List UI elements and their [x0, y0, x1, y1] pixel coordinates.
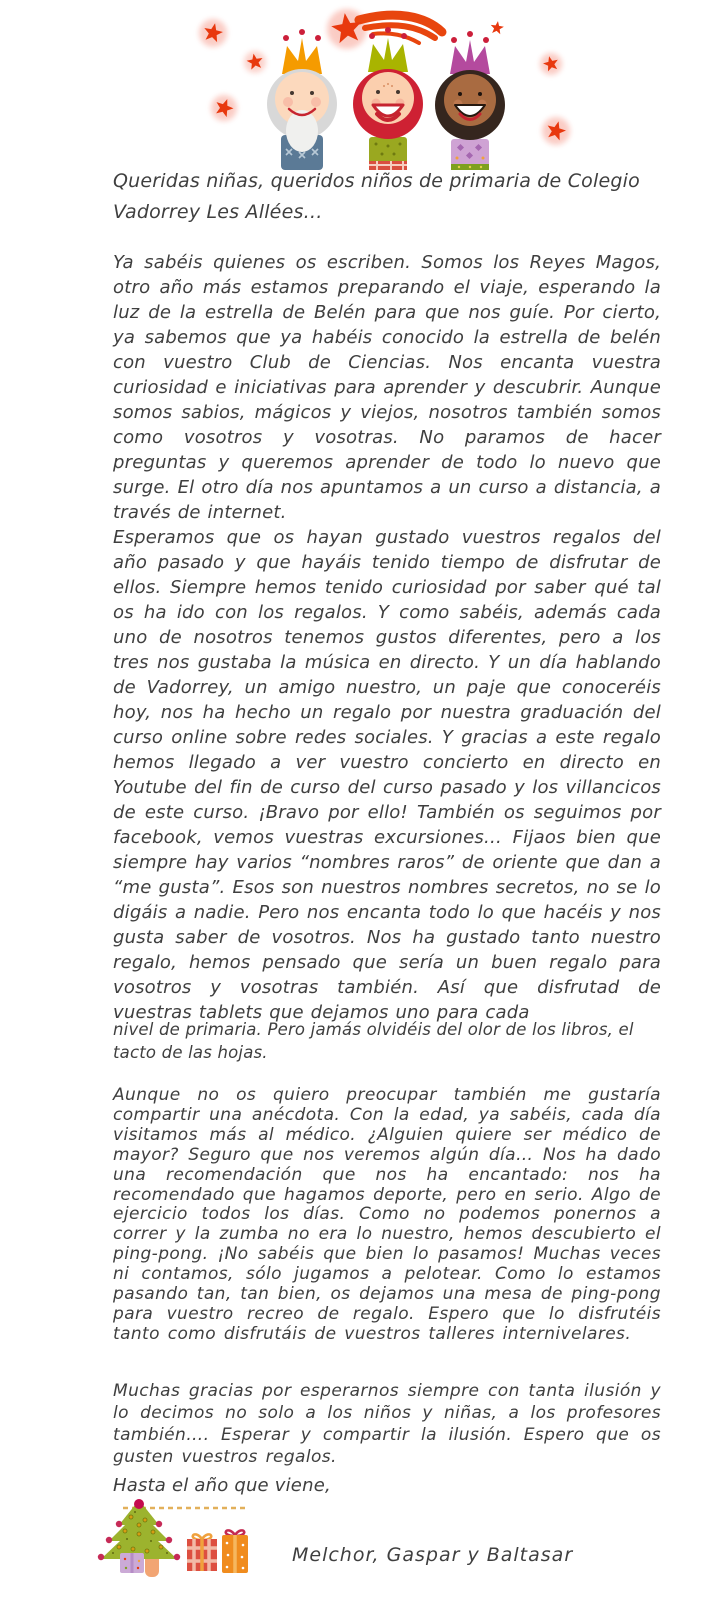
letter-body — [113, 250, 661, 1025]
christmas-tree-illustration — [75, 1487, 255, 1600]
closing-line: Hasta el año que viene, — [113, 1475, 331, 1496]
king-gaspar-figure — [353, 27, 423, 170]
star-icon — [540, 53, 562, 75]
star-icon — [211, 95, 237, 121]
king-melchor-figure — [267, 29, 337, 170]
shooting-star-icon — [327, 9, 442, 49]
paragraph-libros: nivel de primaria. Pero jamás olvidéis del olor de los libros, el tacto de las hojas. — [113, 1020, 634, 1062]
star-icon — [244, 51, 266, 73]
star-icon — [490, 20, 505, 34]
gift-plaid-icon — [187, 1534, 217, 1571]
paragraph-regalos: Esperamos que os hayan gustado vuestros regalos del año pasado y que hayáis tenido tiempo de disfrutar de ellos. Siempre hemos tenido curiosidad por saber qué tal os ha ido con los regalos. Y como sabéis, además cada uno de nosotros tenemos gustos diferentes, pero a los tres nos gustaba la música en directo. Y un día hablando de Vadorrey, un amigo nuestro, un paje que conoceréis hoy, nos ha hecho un regalo por nuestra graduación del curso online sobre redes sociales. Y gracias a este regalo hemos llegado a ver vuestro concierto en directo en Youtube del fin de curso del curso pasado y los villancicos de este curso. ¡Bravo por ello! También os seguimos por facebook, vemos vuestras excursiones… Fijaos bien que siempre hay varios “nombres raros” de oriente que dan a “me gusta”. Esos son nuestros nombres secretos, no se lo digáis a nadie. Pero nos encanta todo lo que hacéis y nos gusta saber de vosotros. Nos ha gustado tanto nuestro regalo, hemos pensado que sería un buen regalo para vosotros y vosotras también. Así que disfrutad de vuestras tablets que dejamos uno para cada — [113, 527, 661, 1023]
paragraph-intro: Ya sabéis quienes os escriben. Somos los Reyes Magos, otro año más estamos preparando el viaje, esperando la luz de la estrella de Belén para que nos guíe. Por cierto, ya sabemos que ya habéis conocido la estrella de belén con vuestro Club de Ciencias. Nos encanta vuestra curiosidad e iniciativas para aprender y descubrir. Aunque somos sabios, mágicos y viejos, nosotros también somos como vosotros y vosotras. No paramos de hacer preguntas y queremos aprender de todo lo nuevo que surge. El otro día nos apuntamos a un curso a distancia, a través de internet. — [113, 252, 661, 523]
signature: Melchor, Gaspar y Baltasar — [292, 1544, 574, 1566]
star-icon — [542, 117, 570, 145]
three-kings-illustration — [185, 2, 580, 170]
paragraph-gracias: Muchas gracias por esperarnos siempre con tanta ilusión y lo decimos no solo a los niños y niñas, a los profesores también…. Esperar y compartir la ilusión. Espero que os gusten vuestros regalos. — [113, 1381, 661, 1467]
star-icon — [199, 19, 227, 47]
salutation: Queridas niñas, queridos niños de primaria de Colegio Vadorrey Les Allées… — [113, 170, 640, 223]
gift-lavender-icon — [120, 1553, 144, 1573]
paragraph-anecdota: Aunque no os quiero preocupar también me gustaría compartir una anécdota. Con la edad, ya sabéis, cada día visitamos más al médico. ¿Alguien quiere ser médico de mayor? Seguro que nos veremos algún día… Nos ha dado una recomendación que nos ha encantado: nos ha recomendado que hagamos deporte, pero en serio. Algo de ejercicio todos los días. Como no podemos ponernos a correr y la zumba no era lo nuestro, hemos descubierto el ping-pong. ¡No sabéis que bien lo pasamos! Muchas veces ni contamos, sólo jugamos a pelotear. Como lo estamos pasando tan, tan bien, os dejamos una mesa de ping-pong para vuestro recreo de regalo. Espero que lo disfrutéis tanto como disfrutáis de vuestros talleres internivelares. — [113, 1085, 661, 1344]
king-baltasar-figure — [435, 31, 505, 170]
gift-orange-icon — [222, 1530, 248, 1573]
